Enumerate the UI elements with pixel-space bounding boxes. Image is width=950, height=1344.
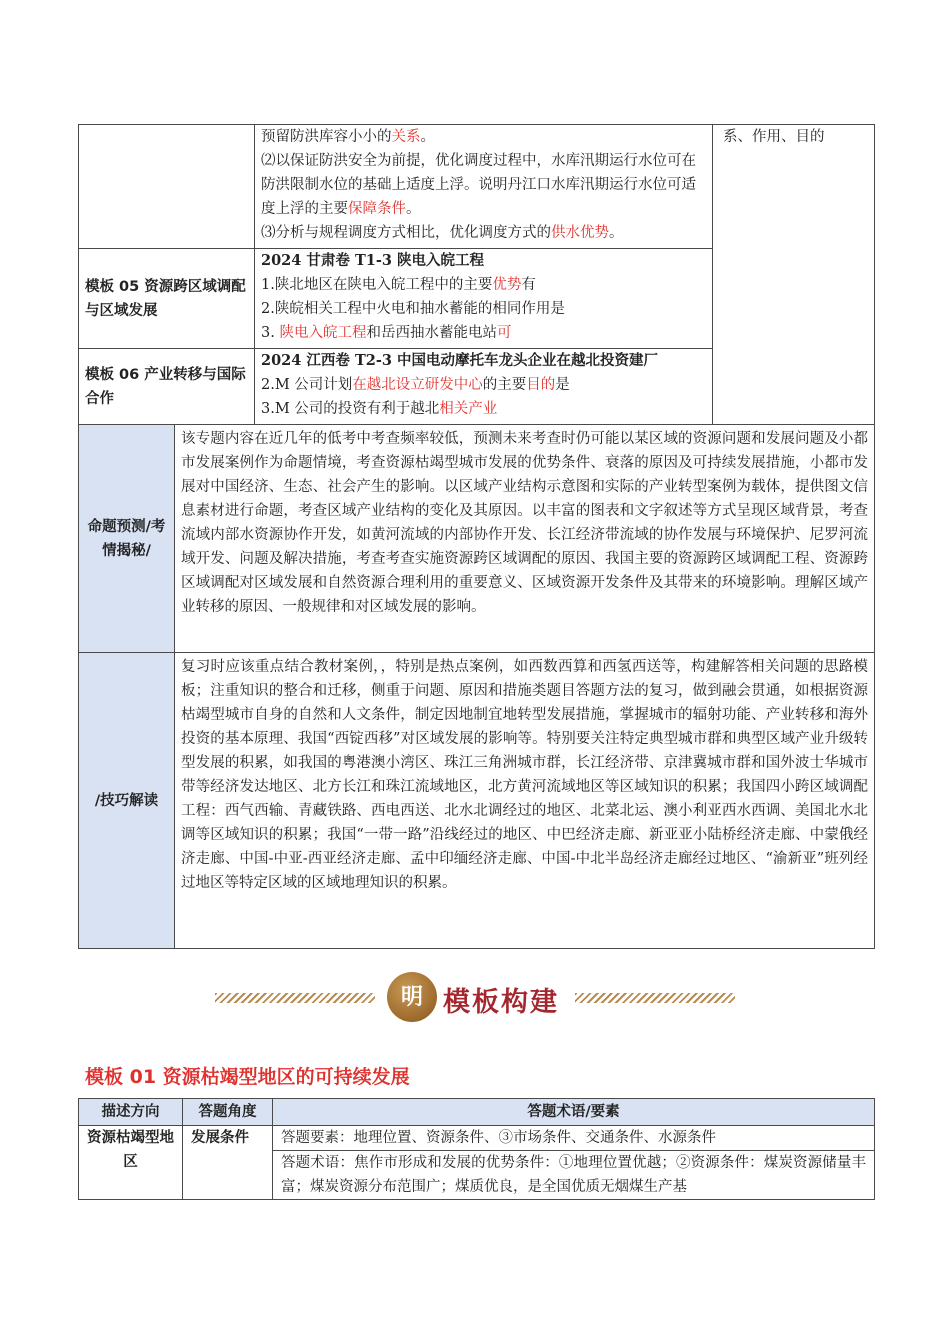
banner-seal-icon: 明 bbox=[387, 972, 437, 1022]
factors-cell: 答题要素：地理位置、资源条件、③市场条件、交通条件、水源条件 bbox=[273, 1126, 875, 1151]
banner-stripes-right bbox=[575, 993, 735, 1003]
continued-questions-cell bbox=[255, 125, 713, 249]
question-2: ⑵以保证防洪安全为前提，优化调度过程中，水库汛期运行水位可在防洪限制水位的基础上适度上浮。说明丹江口水库汛期运行水位可适度上浮的主要保障条件。 bbox=[261, 153, 696, 217]
template-06-item-3: 3.M 公司的投资有利于越北相关产业 bbox=[261, 401, 498, 417]
forecast-label: 命题预测/考情揭秘/ bbox=[79, 425, 175, 653]
terms-cell: 答题术语：焦作市形成和发展的优势条件：①地理位置优越；②资源条件：煤炭资源储量丰富；煤炭资源分布范围广；煤质优良，是全国优质无烟煤生产基 bbox=[273, 1151, 875, 1200]
right-note-cell: 系、作用、目的 bbox=[713, 125, 875, 425]
template-06-title: 2024 江西卷 T2-3 中国电动摩托车龙头企业在越北投资建厂 bbox=[261, 352, 658, 369]
section-title: 模板 01 资源枯竭型地区的可持续发展 bbox=[85, 1066, 410, 1088]
template-01-table bbox=[78, 1098, 875, 1200]
forecast-text: 该专题内容在近几年的低考中考查频率较低，预测未来考查时仍可能以某区域的资源问题和发展问题及小都市发展案例作为命题情境，考查资源枯竭型城市发展的优势条件、衰落的原因及可持续发展措施，小都市发展对中国经济、生态、社会产生的影响。以区域产业结构示意图和实际的产业转型案例为载体，提供图文信息素材进行命题，考查区域产业结构的变化及其原因。以丰富的图表和文字叙述等方式呈现区域背景，考查流域内部水资源协作开发，如黄河流域的内部协作开发、长江经济带流域的协作发展与环境保护、尼罗河流域开发、问题及解决措施，考查考查实施资源跨区域调配的原因、我国主要的资源跨区域调配工程、资源跨区域调配对区域发展和自然资源合理利用的重要意义、区域资源开发条件及其带来的环境影响。理解区域产业转移的原因、一般规律和对区域发展的影响。 bbox=[175, 425, 875, 653]
skills-label: /技巧解读 bbox=[79, 653, 175, 949]
banner-stripes-left bbox=[215, 993, 375, 1003]
row-label: 资源枯竭型地区 bbox=[79, 1126, 183, 1200]
header-angle: 答题角度 bbox=[183, 1099, 273, 1126]
template-05-content bbox=[255, 249, 713, 349]
template-05-item-3: 3. 陕电入皖工程和岳西抽水蓄能电站可 bbox=[261, 325, 512, 341]
template-06-label: 模板 06 产业转移与国际合作 bbox=[79, 349, 255, 425]
empty-label-cell bbox=[79, 125, 255, 249]
template-05-title: 2024 甘肃卷 T1-3 陕电入皖工程 bbox=[261, 252, 484, 269]
question-3: ⑶分析与规程调度方式相比，优化调度方式的供水优势。 bbox=[261, 225, 624, 241]
template-05-item-1: 1.陕北地区在陕电入皖工程中的主要优势有 bbox=[261, 277, 536, 293]
header-terms: 答题术语/要素 bbox=[273, 1099, 875, 1126]
section-banner bbox=[215, 970, 735, 1026]
template-06-content bbox=[255, 349, 713, 425]
angle-cell: 发展条件 bbox=[183, 1126, 273, 1200]
template-06-item-2: 2.M 公司计划在越北设立研发中心的主要目的是 bbox=[261, 377, 570, 393]
banner-title: 模板构建 bbox=[443, 987, 559, 1018]
template-05-label: 模板 05 资源跨区域调配与区域发展 bbox=[79, 249, 255, 349]
header-direction: 描述方向 bbox=[79, 1099, 183, 1126]
skills-text: 复习时应该重点结合教材案例，，特别是热点案例，如西数西算和西氢西送等，构建解答相关问题的思路模板；注重知识的整合和迁移，侧重于问题、原因和措施类题目答题方法的复习，做到融会贯通，如根据资源枯竭型城市自身的自然和人文条件，制定因地制宜地转型发展措施，掌握城市的辐射功能、产业转移和海外投资的基本原理、我国“西锭西移”对区域发展的影响等。特别要关注特定典型城市群和典型区域产业升级转型发展的积累，如我国的粤港澳小湾区、珠江三角洲城市群，长江经济带、京津冀城市群和国外波士华城市带等经济发达地区、北方长江和珠江流域地区，北方黄河流域地区等区域知识的积累；我国四小跨区域调配工程：西气西输、青藏铁路、西电西送、北水北调经过的地区、北菜北运、澳小利亚西水西调、美国北水北调等区域知识的积累；我国“一带一路”沿线经过的地区、中巴经济走廊、新亚亚小陆桥经济走廊、中蒙俄经济走廊、中国-中亚-西亚经济走廊、孟中印缅经济走廊、中国-中北半岛经济走廊经过地区、“渝新亚”班列经过地区等特定区域的区域地理知识的积累。 bbox=[175, 653, 875, 949]
template-table bbox=[78, 124, 875, 949]
template-05-item-2: 2.陕皖相关工程中火电和抽水蓄能的相同作用是 bbox=[261, 301, 565, 317]
continued-line-1: 预留防洪库容小小的关系。 bbox=[261, 129, 435, 145]
